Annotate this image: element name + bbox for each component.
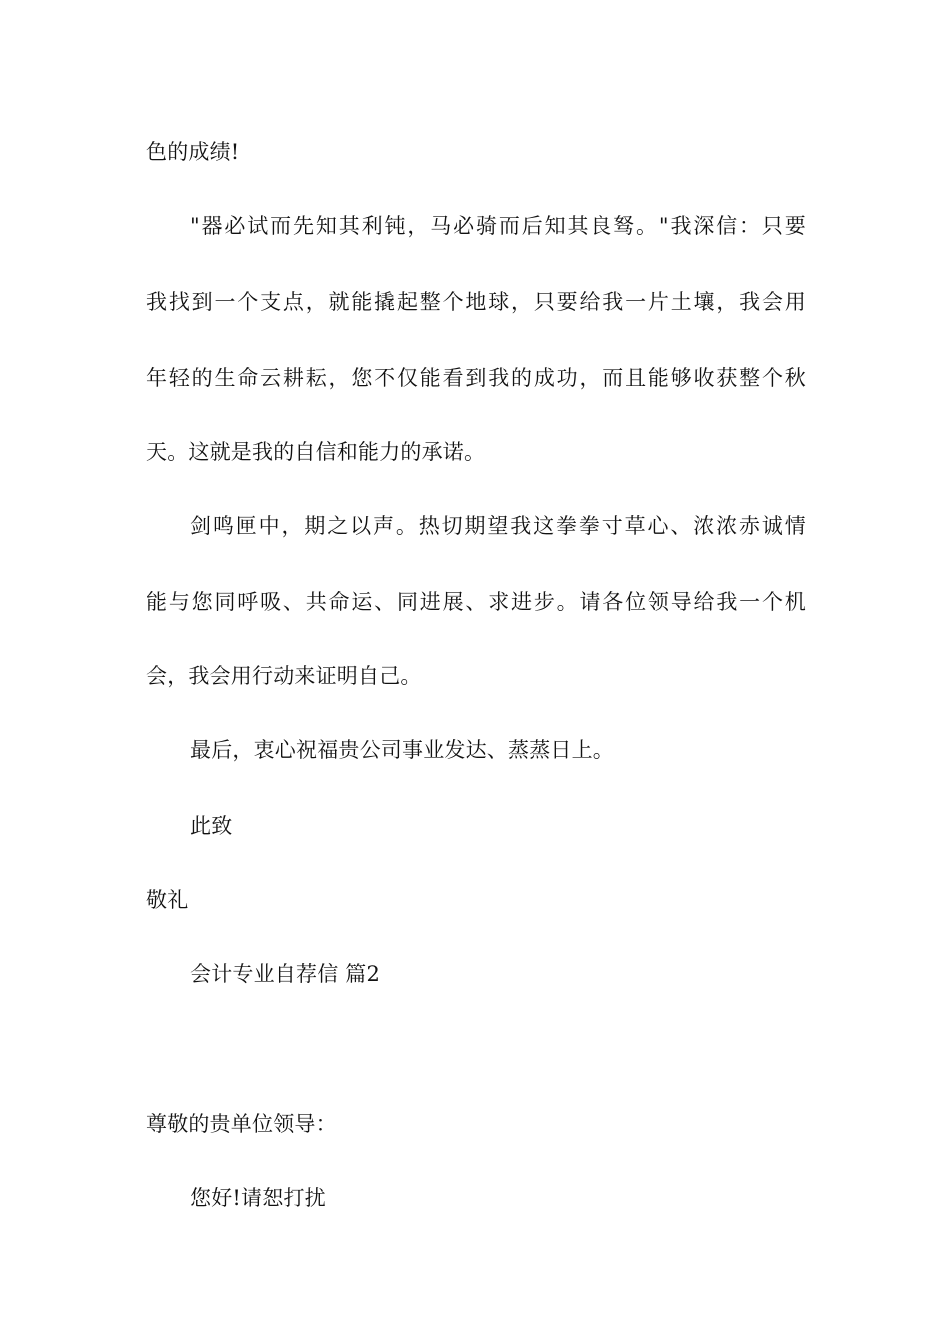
paragraph-line: 天。这就是我的自信和能力的承诺。 (146, 440, 486, 464)
section-heading: 会计专业自荐信 篇2 (190, 962, 381, 986)
paragraph-line: 我找到一个支点，就能撬起整个地球，只要给我一片土壤，我会用 (146, 290, 806, 314)
paragraph-line: "器必试而先知其利钝，马必骑而后知其良驽。"我深信：只要 (190, 214, 806, 238)
closing-salutation: 此致 (190, 814, 233, 838)
paragraph-line: 剑鸣匣中，期之以声。热切期望我这拳拳寸草心、浓浓赤诚情 (190, 514, 806, 538)
paragraph-line: 年轻的生命云耕耘，您不仅能看到我的成功，而且能够收获整个秋 (146, 366, 806, 390)
letter-greeting: 尊敬的贵单位领导： (146, 1112, 337, 1136)
closing-regards: 敬礼 (146, 888, 189, 912)
letter-opening: 您好!请恕打扰 (190, 1186, 326, 1210)
closing-wish: 最后，衷心祝福贵公司事业发达、蒸蒸日上。 (190, 738, 614, 762)
paragraph-line: 能与您同呼吸、共命运、同进展、求进步。请各位领导给我一个机 (146, 590, 806, 614)
paragraph-line: 会，我会用行动来证明自己。 (146, 664, 422, 688)
text-line: 色的成绩! (146, 140, 240, 164)
